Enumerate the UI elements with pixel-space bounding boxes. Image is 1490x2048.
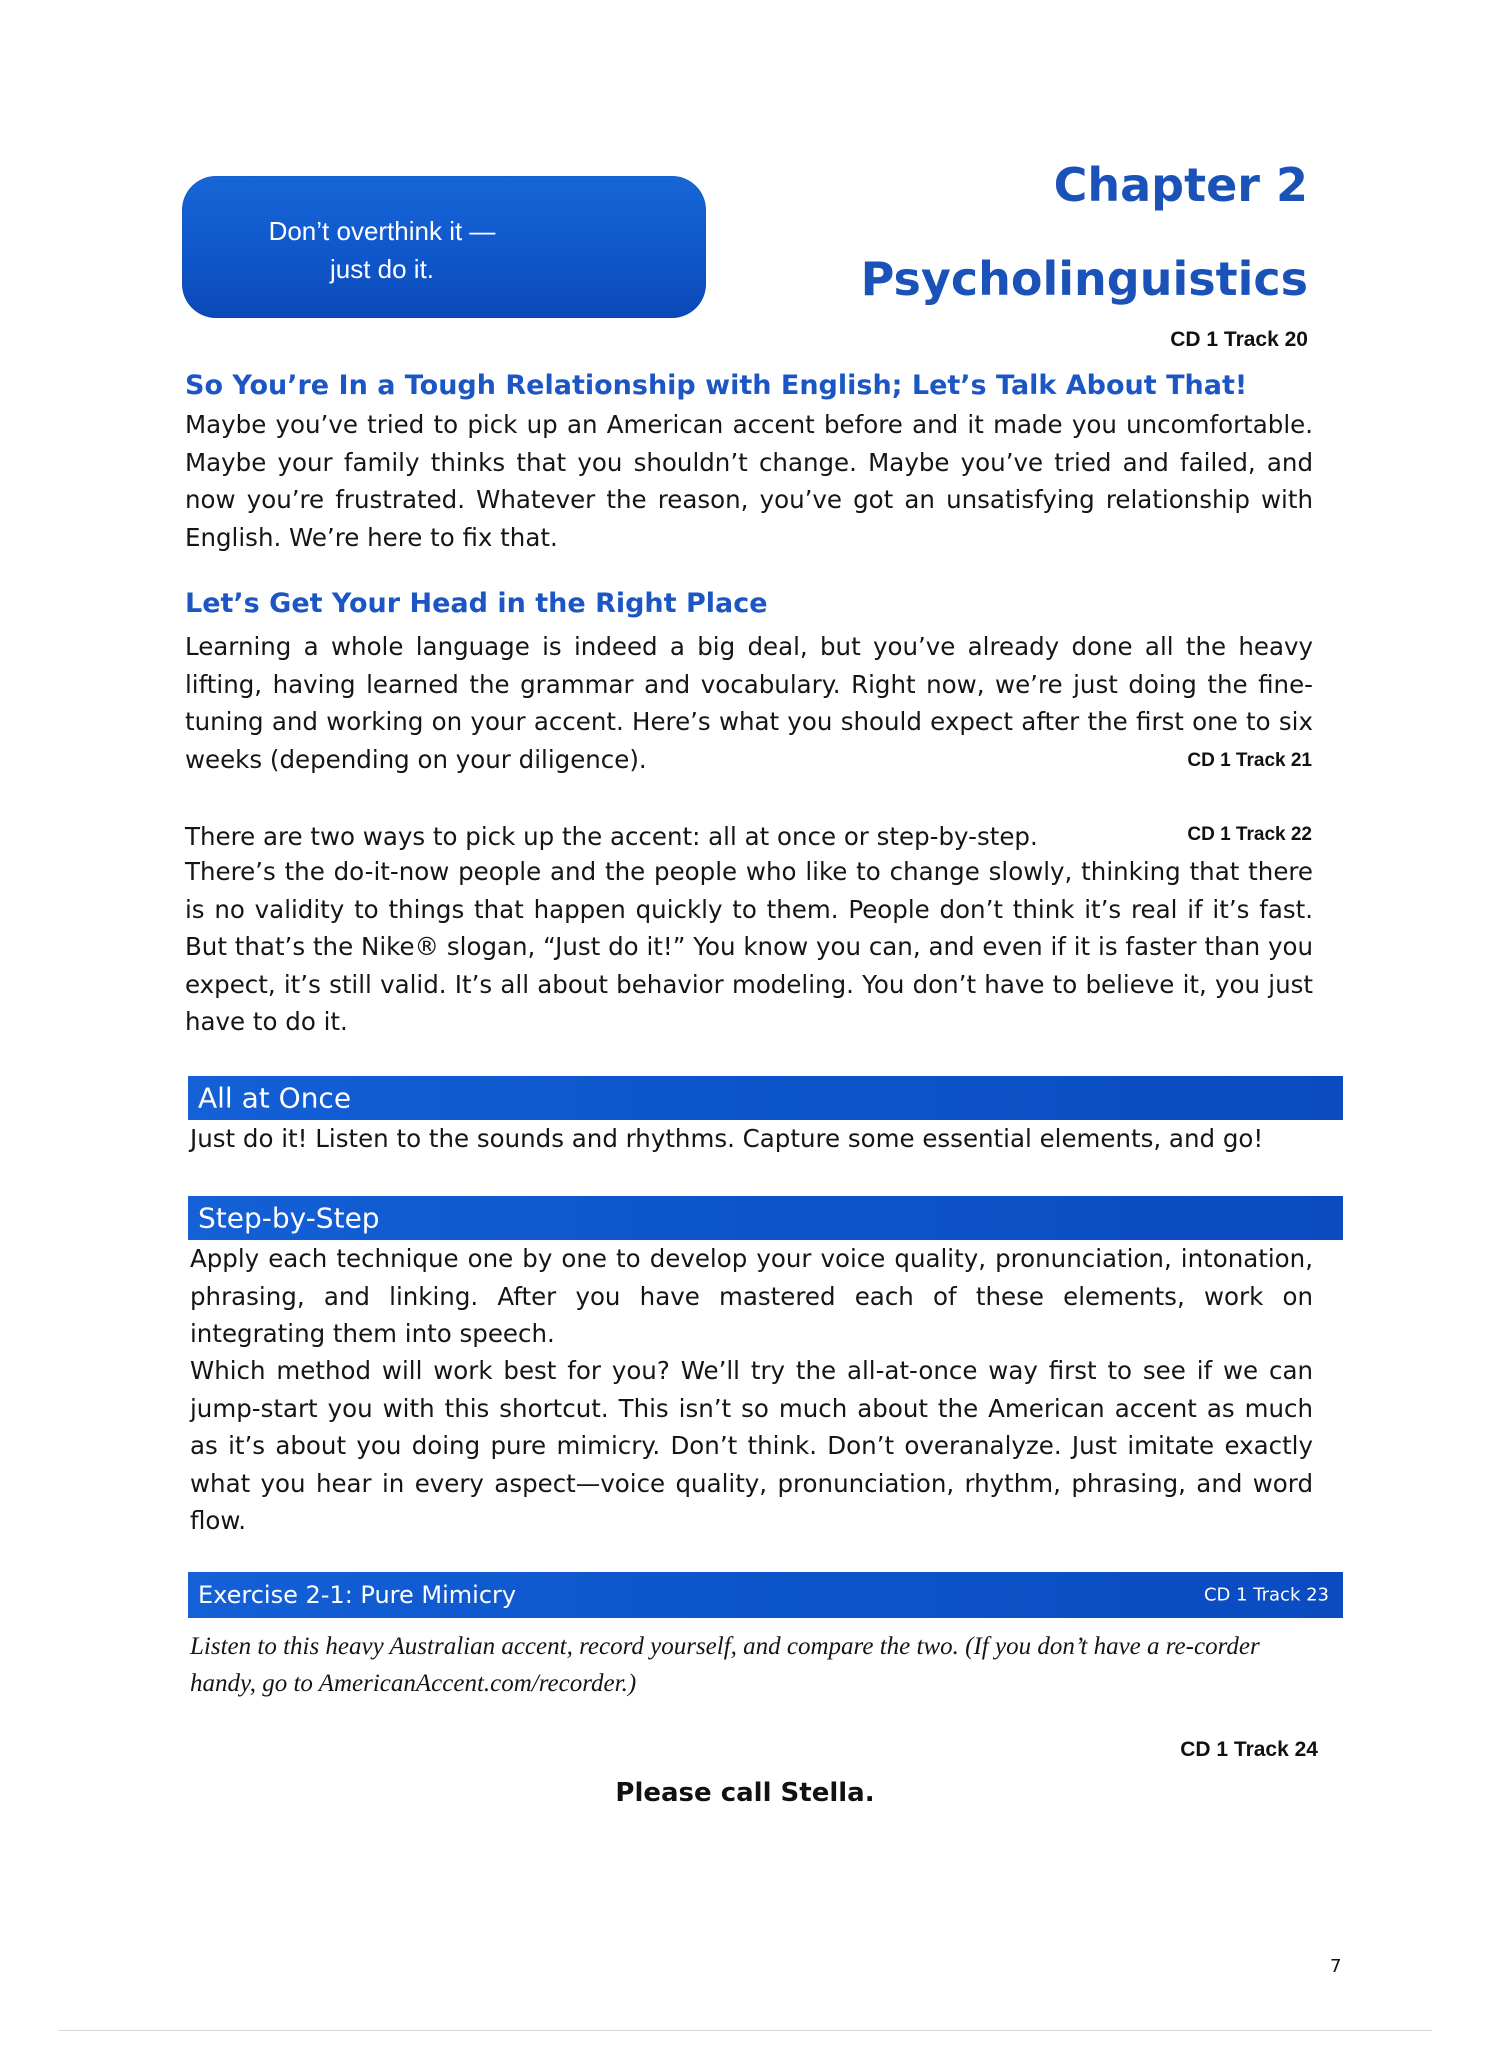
exercise-bar xyxy=(188,1572,1343,1618)
all-at-once-heading: All at Once xyxy=(198,1081,352,1115)
step-by-step-bar xyxy=(188,1196,1343,1240)
exercise-heading: Exercise 2-1: Pure Mimicry xyxy=(198,1581,517,1609)
track-label-20: CD 1 Track 20 xyxy=(1170,328,1308,351)
track-label-21: CD 1 Track 21 xyxy=(1187,750,1312,771)
two-ways-body: There’s the do-it-now people and the people who like to change slowly, thinking that there is no validity to things that happen quickly to them. People don’t think it’s real if it’s fast. But that’s the Nike® slogan, “Just do it!” You know you can, and even if it is faster than you expect, it’s still valid. It’s all about behavior modeling. You don’t have to believe it, you just have to do it. xyxy=(185,857,1313,1036)
section-heading-head: Let’s Get Your Head in the Right Place xyxy=(185,588,768,619)
exercise-instructions: Listen to this heavy Australian accent, record yourself, and compare the two. (If you don’t have a re-corder handy, go to AmericanAccent.com/recorder.) xyxy=(190,1633,1260,1697)
all-at-once-body: Just do it! Listen to the sounds and rhythms. Capture some essential elements, and go! xyxy=(190,1124,1264,1153)
track-label-22: CD 1 Track 22 xyxy=(1187,824,1312,845)
section-heading-relationship: So You’re In a Tough Relationship with English; Let’s Talk About That! xyxy=(185,370,1248,401)
step-by-step-body: Apply each technique one by one to develop your voice quality, pronunciation, intonation, phrasing, and linking. After you have mastered each of these elements, work on integrating them into speech. xyxy=(190,1244,1313,1348)
step-by-step-heading: Step-by-Step xyxy=(198,1201,380,1235)
practice-sentence: Please call Stella. xyxy=(615,1778,875,1808)
method-body: Which method will work best for you? We’ll try the all-at-once way first to see if we can jump-start you with this shortcut. This isn’t so much about the American accent as much as it’s about you doing pure mimicry. Don’t think. Don’t overanalyze. Just imitate exactly what you hear in every aspect—voice quality, pronunciation, rhythm, phrasing, and word flow. xyxy=(190,1356,1313,1535)
chapter-number: Chapter 2 xyxy=(1053,158,1308,212)
all-at-once-bar xyxy=(188,1076,1343,1120)
page-number: 7 xyxy=(1330,1956,1342,1977)
tip-callout xyxy=(182,176,706,318)
track-label-23: CD 1 Track 23 xyxy=(1203,1584,1329,1606)
tip-line-2: just do it. xyxy=(329,254,435,284)
page-edge-line xyxy=(58,2030,1432,2031)
two-ways-lead: There are two ways to pick up the accent: all at once or step-by-step. xyxy=(185,822,1038,851)
tip-line-1: Don’t overthink it — xyxy=(268,216,496,246)
chapter-title: Psycholinguistics xyxy=(860,252,1308,306)
track-label-24: CD 1 Track 24 xyxy=(1180,1738,1318,1761)
tip-text xyxy=(182,212,582,288)
section-body-relationship: Maybe you’ve tried to pick up an American accent before and it made you uncomfortable. Maybe your family thinks that you shouldn’t change. Maybe you’ve tried and failed, and now you’re frustrated. Whatever the reason, you’ve got an unsatisfying relationship with English. We’re here to fix that. xyxy=(185,410,1313,552)
section-body-head: Learning a whole language is indeed a big deal, but you’ve already done all the heavy lifting, having learned the grammar and vocabulary. Right now, we’re just doing the fine-tuning and working on your accent. Here’s what you should expect after the first one to six weeks (depending on your diligence). xyxy=(185,632,1313,774)
